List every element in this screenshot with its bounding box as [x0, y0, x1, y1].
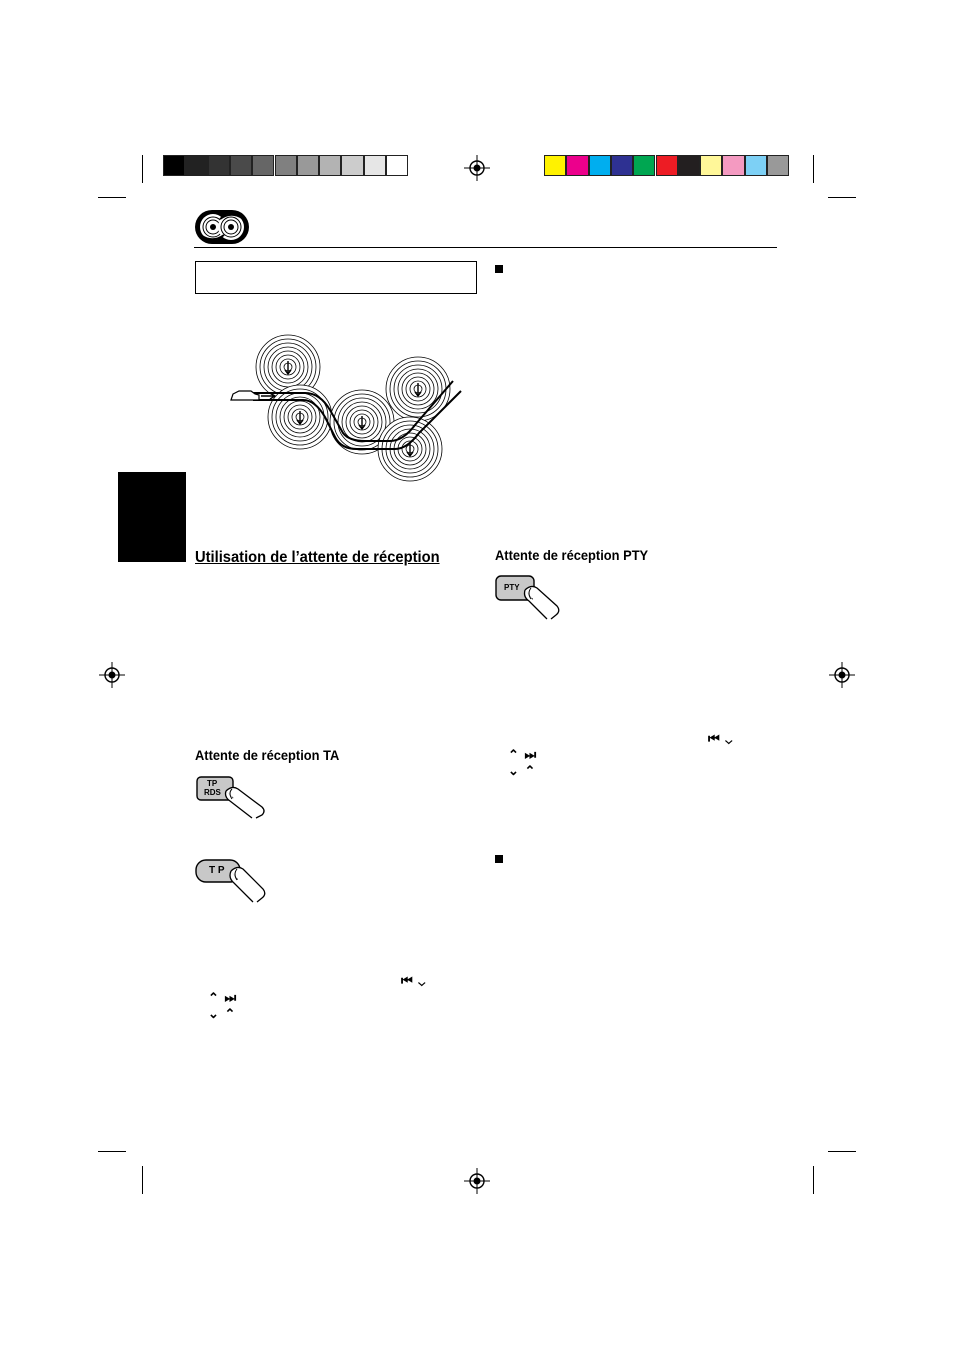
registration-mark-icon	[829, 662, 855, 688]
crop-mark	[142, 155, 143, 183]
crop-mark	[98, 1151, 126, 1152]
grayscale-swatch	[163, 155, 185, 176]
color-swatch	[656, 155, 678, 176]
up-next-symbols: ⌃ ⏭	[208, 990, 238, 1005]
pty-button[interactable]	[495, 574, 561, 620]
tp-button[interactable]	[195, 857, 267, 903]
grayscale-swatch	[185, 155, 207, 176]
header-rule	[194, 247, 777, 248]
finger-press-icon	[195, 857, 267, 903]
grayscale-swatch	[230, 155, 252, 176]
standby-section-title: Utilisation de l’attente de réception	[195, 549, 440, 566]
section-box	[195, 261, 477, 294]
registration-mark-icon	[464, 1168, 490, 1194]
grayscale-swatch	[297, 155, 319, 176]
pty-standby-title: Attente de réception PTY	[495, 547, 649, 563]
crop-mark	[813, 155, 814, 183]
grayscale-swatch	[364, 155, 386, 176]
color-swatch	[745, 155, 767, 176]
up-next-symbols: ⌃ ⏭	[508, 747, 538, 762]
down-up-symbols: ⌄ ⌃	[208, 1006, 237, 1021]
color-swatch	[700, 155, 722, 176]
prev-down-symbols: ⏮ ⌄	[708, 731, 734, 746]
ta-standby-title: Attente de réception TA	[195, 747, 340, 763]
registration-mark-icon	[99, 662, 125, 688]
color-swatch	[678, 155, 700, 176]
tp-rds-button[interactable]	[196, 775, 266, 819]
grayscale-swatch	[341, 155, 363, 176]
prev-down-symbols: ⏮ ⌄	[401, 973, 427, 988]
grayscale-swatch	[319, 155, 341, 176]
pty-label: PTY	[504, 583, 520, 592]
grayscale-swatch	[386, 155, 408, 176]
bullet-square	[495, 855, 503, 863]
color-swatch	[544, 155, 566, 176]
crop-mark	[813, 1166, 814, 1194]
crop-mark	[828, 197, 856, 198]
color-swatch	[589, 155, 611, 176]
crop-mark	[98, 197, 126, 198]
finger-press-icon	[495, 574, 561, 620]
bullet-square	[495, 265, 503, 273]
grayscale-swatch	[252, 155, 274, 176]
color-swatch	[722, 155, 744, 176]
crop-mark	[142, 1166, 143, 1194]
color-swatch	[611, 155, 633, 176]
color-swatch	[767, 155, 789, 176]
tp-label: T P	[209, 865, 225, 876]
grayscale-swatch	[275, 155, 297, 176]
crop-mark	[828, 1151, 856, 1152]
disc-logo-icon	[194, 209, 250, 245]
side-tab	[118, 472, 186, 562]
down-up-symbols: ⌄ ⌃	[508, 763, 537, 778]
color-swatch	[566, 155, 588, 176]
color-swatch	[633, 155, 655, 176]
tp-rds-label-line2: RDS	[204, 788, 221, 797]
radio-coverage-illustration	[225, 325, 470, 485]
tp-rds-label-line1: TP	[207, 779, 218, 788]
grayscale-swatch	[208, 155, 230, 176]
registration-mark-icon	[464, 155, 490, 181]
